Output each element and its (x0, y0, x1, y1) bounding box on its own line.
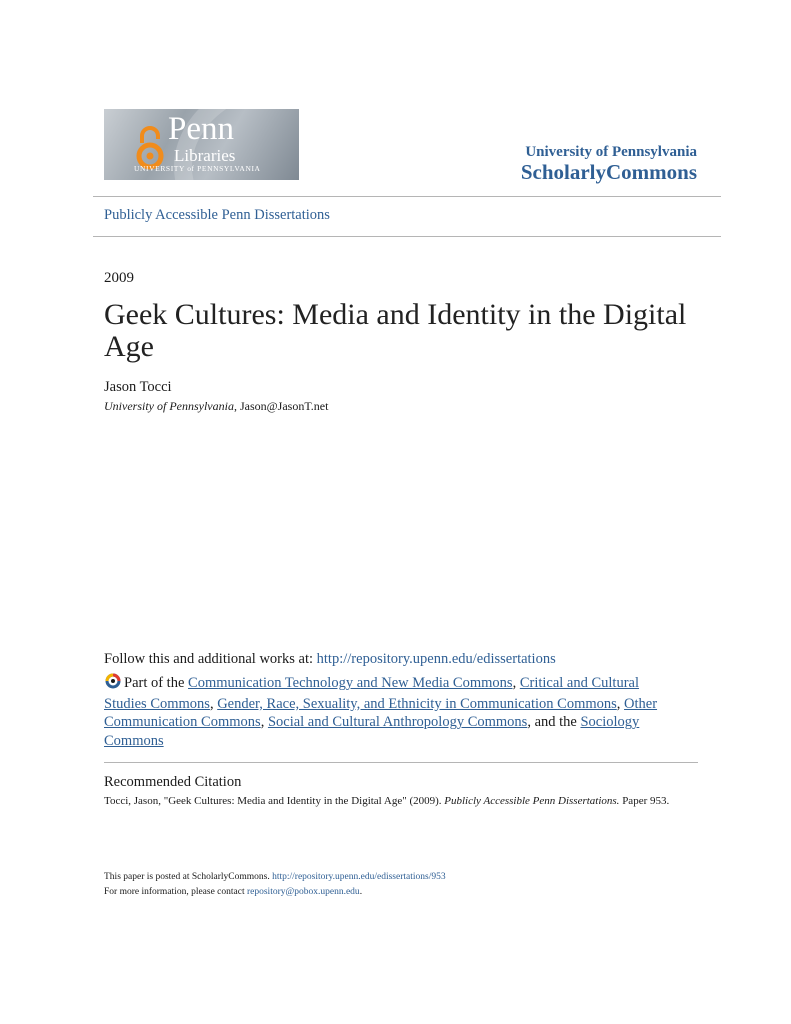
citation-text-post: Paper 953. (619, 795, 670, 807)
paper-author: Jason Tocci (104, 379, 172, 395)
collection-divider (93, 236, 721, 237)
footer-posted-url-link[interactable]: http://repository.upenn.edu/edissertations/953 (272, 872, 446, 882)
part-of-prefix: Part of the (124, 675, 189, 691)
commons-sep: , (512, 675, 520, 691)
logo-penn-text: Penn (168, 111, 234, 147)
commons-sep: , (209, 695, 218, 712)
paper-year: 2009 (104, 270, 134, 286)
commons-and-the: , and the (527, 714, 581, 731)
brand-scholarlycommons: ScholarlyCommons (520, 159, 697, 184)
part-of-section (104, 673, 674, 751)
paper-title: Geek Cultures: Media and Identity in the Digital Age (104, 298, 687, 363)
commons-link-communication-technology[interactable]: Communication Technology and New Media Commons (188, 675, 513, 691)
bepress-network-icon (104, 673, 122, 695)
scholarlycommons-brand[interactable] (521, 144, 697, 184)
brand-university: University of Pennsylvania (525, 144, 697, 160)
citation-text-pre: Tocci, Jason, "Geek Cultures: Media and Identity in the Digital Age" (2009). (104, 795, 445, 807)
logo-libraries-text: Libraries (174, 146, 236, 165)
paper-affiliation-line: University of Pennsylvania, Jason@JasonT.net (104, 399, 329, 413)
follow-line (104, 651, 556, 668)
follow-prefix: Follow this and additional works at: (104, 651, 317, 667)
commons-sep: , (616, 695, 625, 712)
footer-posted-prefix: This paper is posted at ScholarlyCommons. (104, 872, 273, 882)
citation-heading: Recommended Citation (104, 774, 242, 790)
citation-divider (104, 762, 698, 763)
footer-posted-line (104, 870, 446, 885)
footer-contact-prefix: For more information, please contact (104, 887, 247, 897)
footer (104, 870, 446, 900)
commons-sep: , (260, 714, 268, 731)
footer-contact-suffix: . (359, 887, 363, 897)
commons-link-critical-cultural-studies[interactable]: Critical and Cultural Studies Commons (104, 675, 640, 712)
footer-contact-email-link[interactable]: repository@pobox.upenn.edu (246, 887, 360, 897)
commons-link-gender-race-sexuality[interactable]: Gender, Race, Sexuality, and Ethnicity in Communication Commons (217, 695, 617, 712)
penn-libraries-logo[interactable] (104, 109, 299, 180)
commons-link-other-communication[interactable]: Other Communication Commons (104, 695, 658, 731)
header-divider (93, 196, 721, 197)
footer-contact-line (104, 885, 446, 900)
paper-email: Jason@JasonT.net (239, 399, 329, 413)
commons-link-social-cultural-anthropology[interactable]: Social and Cultural Anthropology Commons (267, 714, 528, 731)
commons-link-sociology[interactable]: Sociology Commons (104, 714, 640, 750)
collection-link[interactable]: Publicly Accessible Penn Dissertations (104, 207, 330, 223)
citation-text (104, 795, 724, 807)
citation-series: Publicly Accessible Penn Dissertations. (444, 795, 620, 807)
logo-university-text: UNIVERSITY of PENNSYLVANIA (134, 164, 261, 173)
follow-url-link[interactable]: http://repository.upenn.edu/edissertations (316, 651, 556, 667)
paper-affiliation: University of Pennsylvania (104, 399, 234, 413)
